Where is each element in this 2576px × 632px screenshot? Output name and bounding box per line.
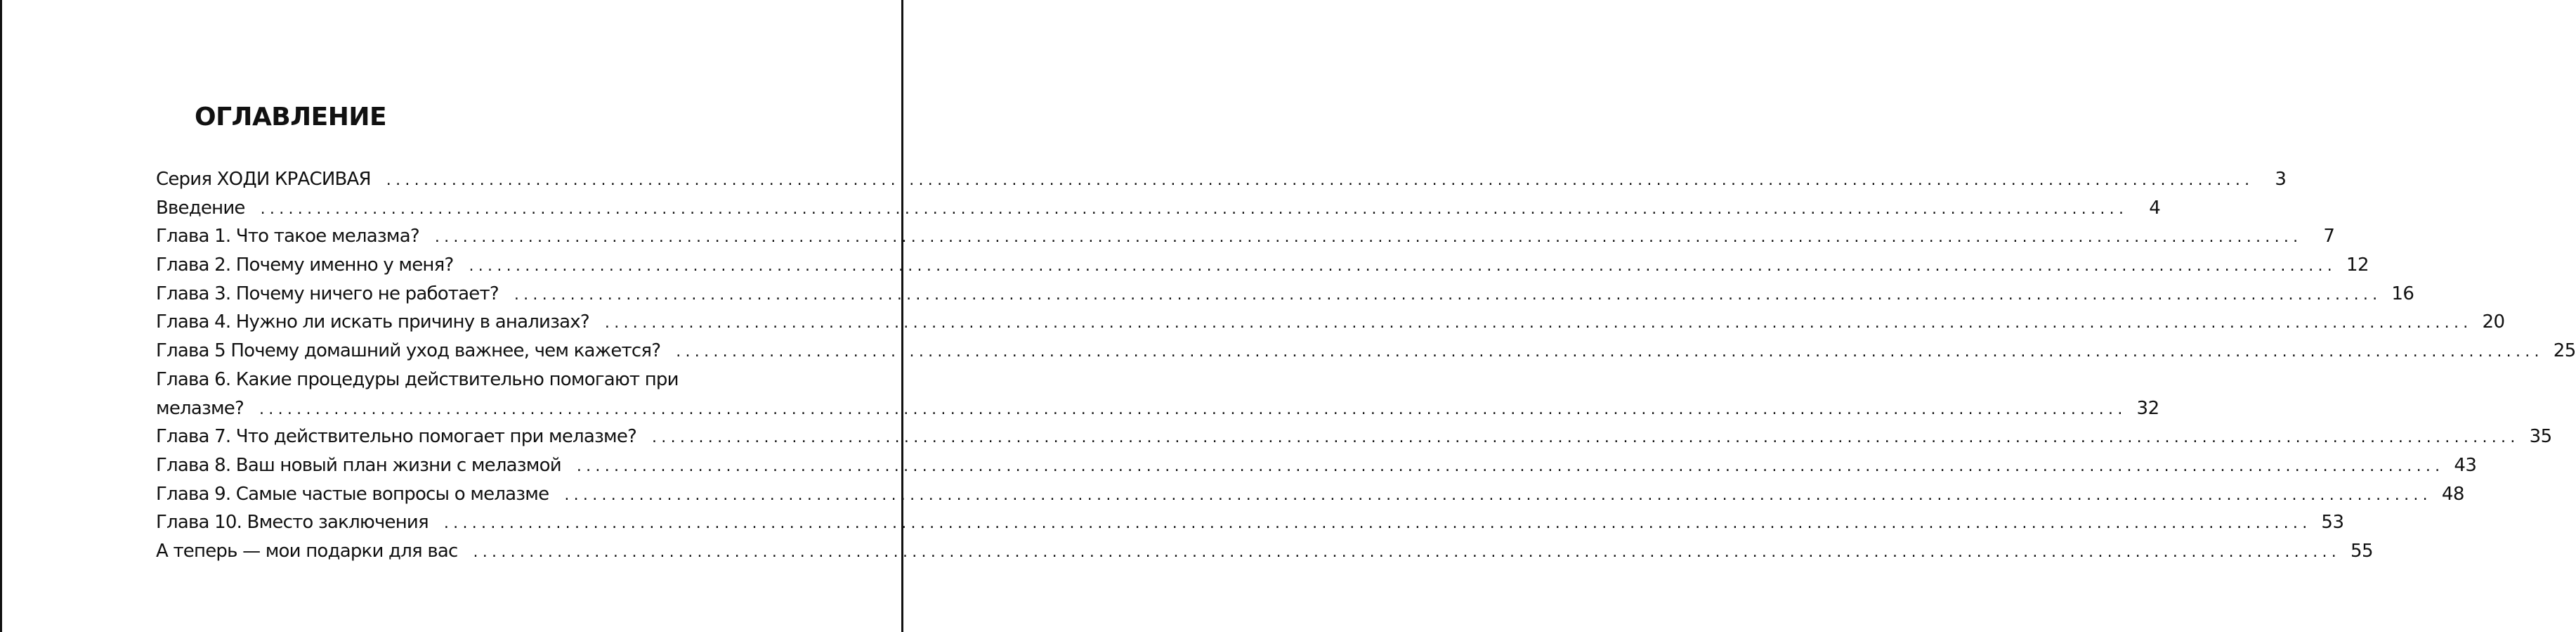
toc-entry-page: 4 — [2149, 197, 2161, 219]
toc-entry-label: мелазме? — [156, 397, 244, 419]
toc-leader-dots: ........................................................................................................................................................................................................ — [652, 429, 2520, 447]
toc-entry-label: Глава 8. Ваш новый план жизни с мелазмой — [156, 454, 561, 476]
toc-entry-label: Введение — [156, 197, 245, 219]
toc-entry-label: А теперь — мои подарки для вас — [156, 540, 458, 562]
toc-leader-dots: ........................................................................................................................................................................................................ — [469, 257, 2337, 276]
toc-leader-dots: ........................................................................................................................................................................................................ — [604, 314, 2473, 333]
toc-entry-gifts[interactable] — [156, 537, 2374, 566]
toc-entry-label: Глава 9. Самые частые вопросы о мелазме — [156, 483, 549, 505]
toc-entry-chapter-7[interactable] — [156, 423, 2552, 451]
toc-leader-dots: ........................................................................................................................................................................................................ — [443, 515, 2312, 533]
toc-leader-dots: ........................................................................................................................................................................................................ — [386, 172, 2254, 189]
toc-leader-dots: ........................................................................................................................................................................................................ — [260, 200, 2129, 218]
toc-entry-page: 32 — [2136, 397, 2159, 419]
toc-entry-label: Глава 4. Нужно ли искать причину в анализах? — [156, 311, 589, 333]
toc-leader-dots: ........................................................................................................................................................................................................ — [434, 228, 2303, 247]
toc-entry-page: 7 — [2323, 226, 2335, 247]
toc-entry-chapter-6-line-1[interactable] — [156, 366, 785, 394]
toc-entry-page: 43 — [2454, 454, 2477, 476]
toc-entry-page: 3 — [2275, 169, 2287, 190]
toc-entry-chapter-2[interactable] — [156, 251, 2369, 280]
page-left-border — [0, 0, 2, 632]
toc-entry-chapter-1[interactable] — [156, 222, 2335, 251]
toc-entry-page: 48 — [2441, 483, 2464, 505]
toc-entry-chapter-4[interactable] — [156, 308, 2505, 337]
toc-entry-label: Серия ХОДИ КРАСИВАЯ — [156, 169, 371, 190]
toc-leader-dots: ........................................................................................................................................................................................................ — [473, 543, 2341, 561]
toc-entry-chapter-8[interactable] — [156, 451, 2477, 480]
toc-leader-dots: ........................................................................................................................................................................................................ — [564, 486, 2432, 504]
toc-entry-label: Глава 7. Что действительно помогает при мелазме? — [156, 426, 637, 448]
toc-leader-dots: ........................................................................................................................................................................................................ — [676, 343, 2544, 361]
toc-entry-label: Глава 2. Почему именно у меня? — [156, 254, 454, 276]
toc-entry-series[interactable] — [156, 165, 2287, 194]
toc-entry-chapter-6[interactable] — [156, 394, 2159, 423]
toc-entry-label: Глава 10. Вместо заключения — [156, 512, 429, 534]
toc-entry-label: Глава 5 Почему домашний уход важнее, чем кажется? — [156, 340, 661, 362]
toc-entry-chapter-3[interactable] — [156, 280, 2414, 309]
toc-entry-chapter-10[interactable] — [156, 508, 2344, 537]
toc-leader-dots: ........................................................................................................................................................................................................ — [514, 285, 2382, 304]
toc-entry-chapter-5[interactable] — [156, 337, 2576, 366]
toc-entry-label: Глава 6. Какие процедуры действительно помогают при — [156, 368, 679, 390]
page-title: ОГЛАВЛЕНИЕ — [195, 103, 387, 131]
toc-entry-page: 53 — [2321, 512, 2344, 534]
toc-entry-page: 35 — [2529, 426, 2552, 448]
toc-leader-dots: ........................................................................................................................................................................................................ — [576, 457, 2445, 475]
toc-entry-chapter-9[interactable] — [156, 480, 2464, 509]
toc-entry-label: Глава 1. Что такое мелазма? — [156, 226, 419, 247]
toc-entry-page: 55 — [2351, 540, 2374, 562]
toc-entry-page: 16 — [2391, 283, 2414, 304]
toc-entry-page: 12 — [2346, 254, 2369, 276]
toc-leader-dots: ........................................................................................................................................................................................................ — [259, 400, 2127, 418]
toc-entry-page: 20 — [2482, 311, 2505, 333]
toc-entry-label: Глава 3. Почему ничего не работает? — [156, 283, 499, 304]
toc-entry-introduction[interactable] — [156, 194, 2161, 223]
toc-entry-page: 25 — [2553, 340, 2576, 362]
table-of-contents — [156, 165, 2576, 566]
